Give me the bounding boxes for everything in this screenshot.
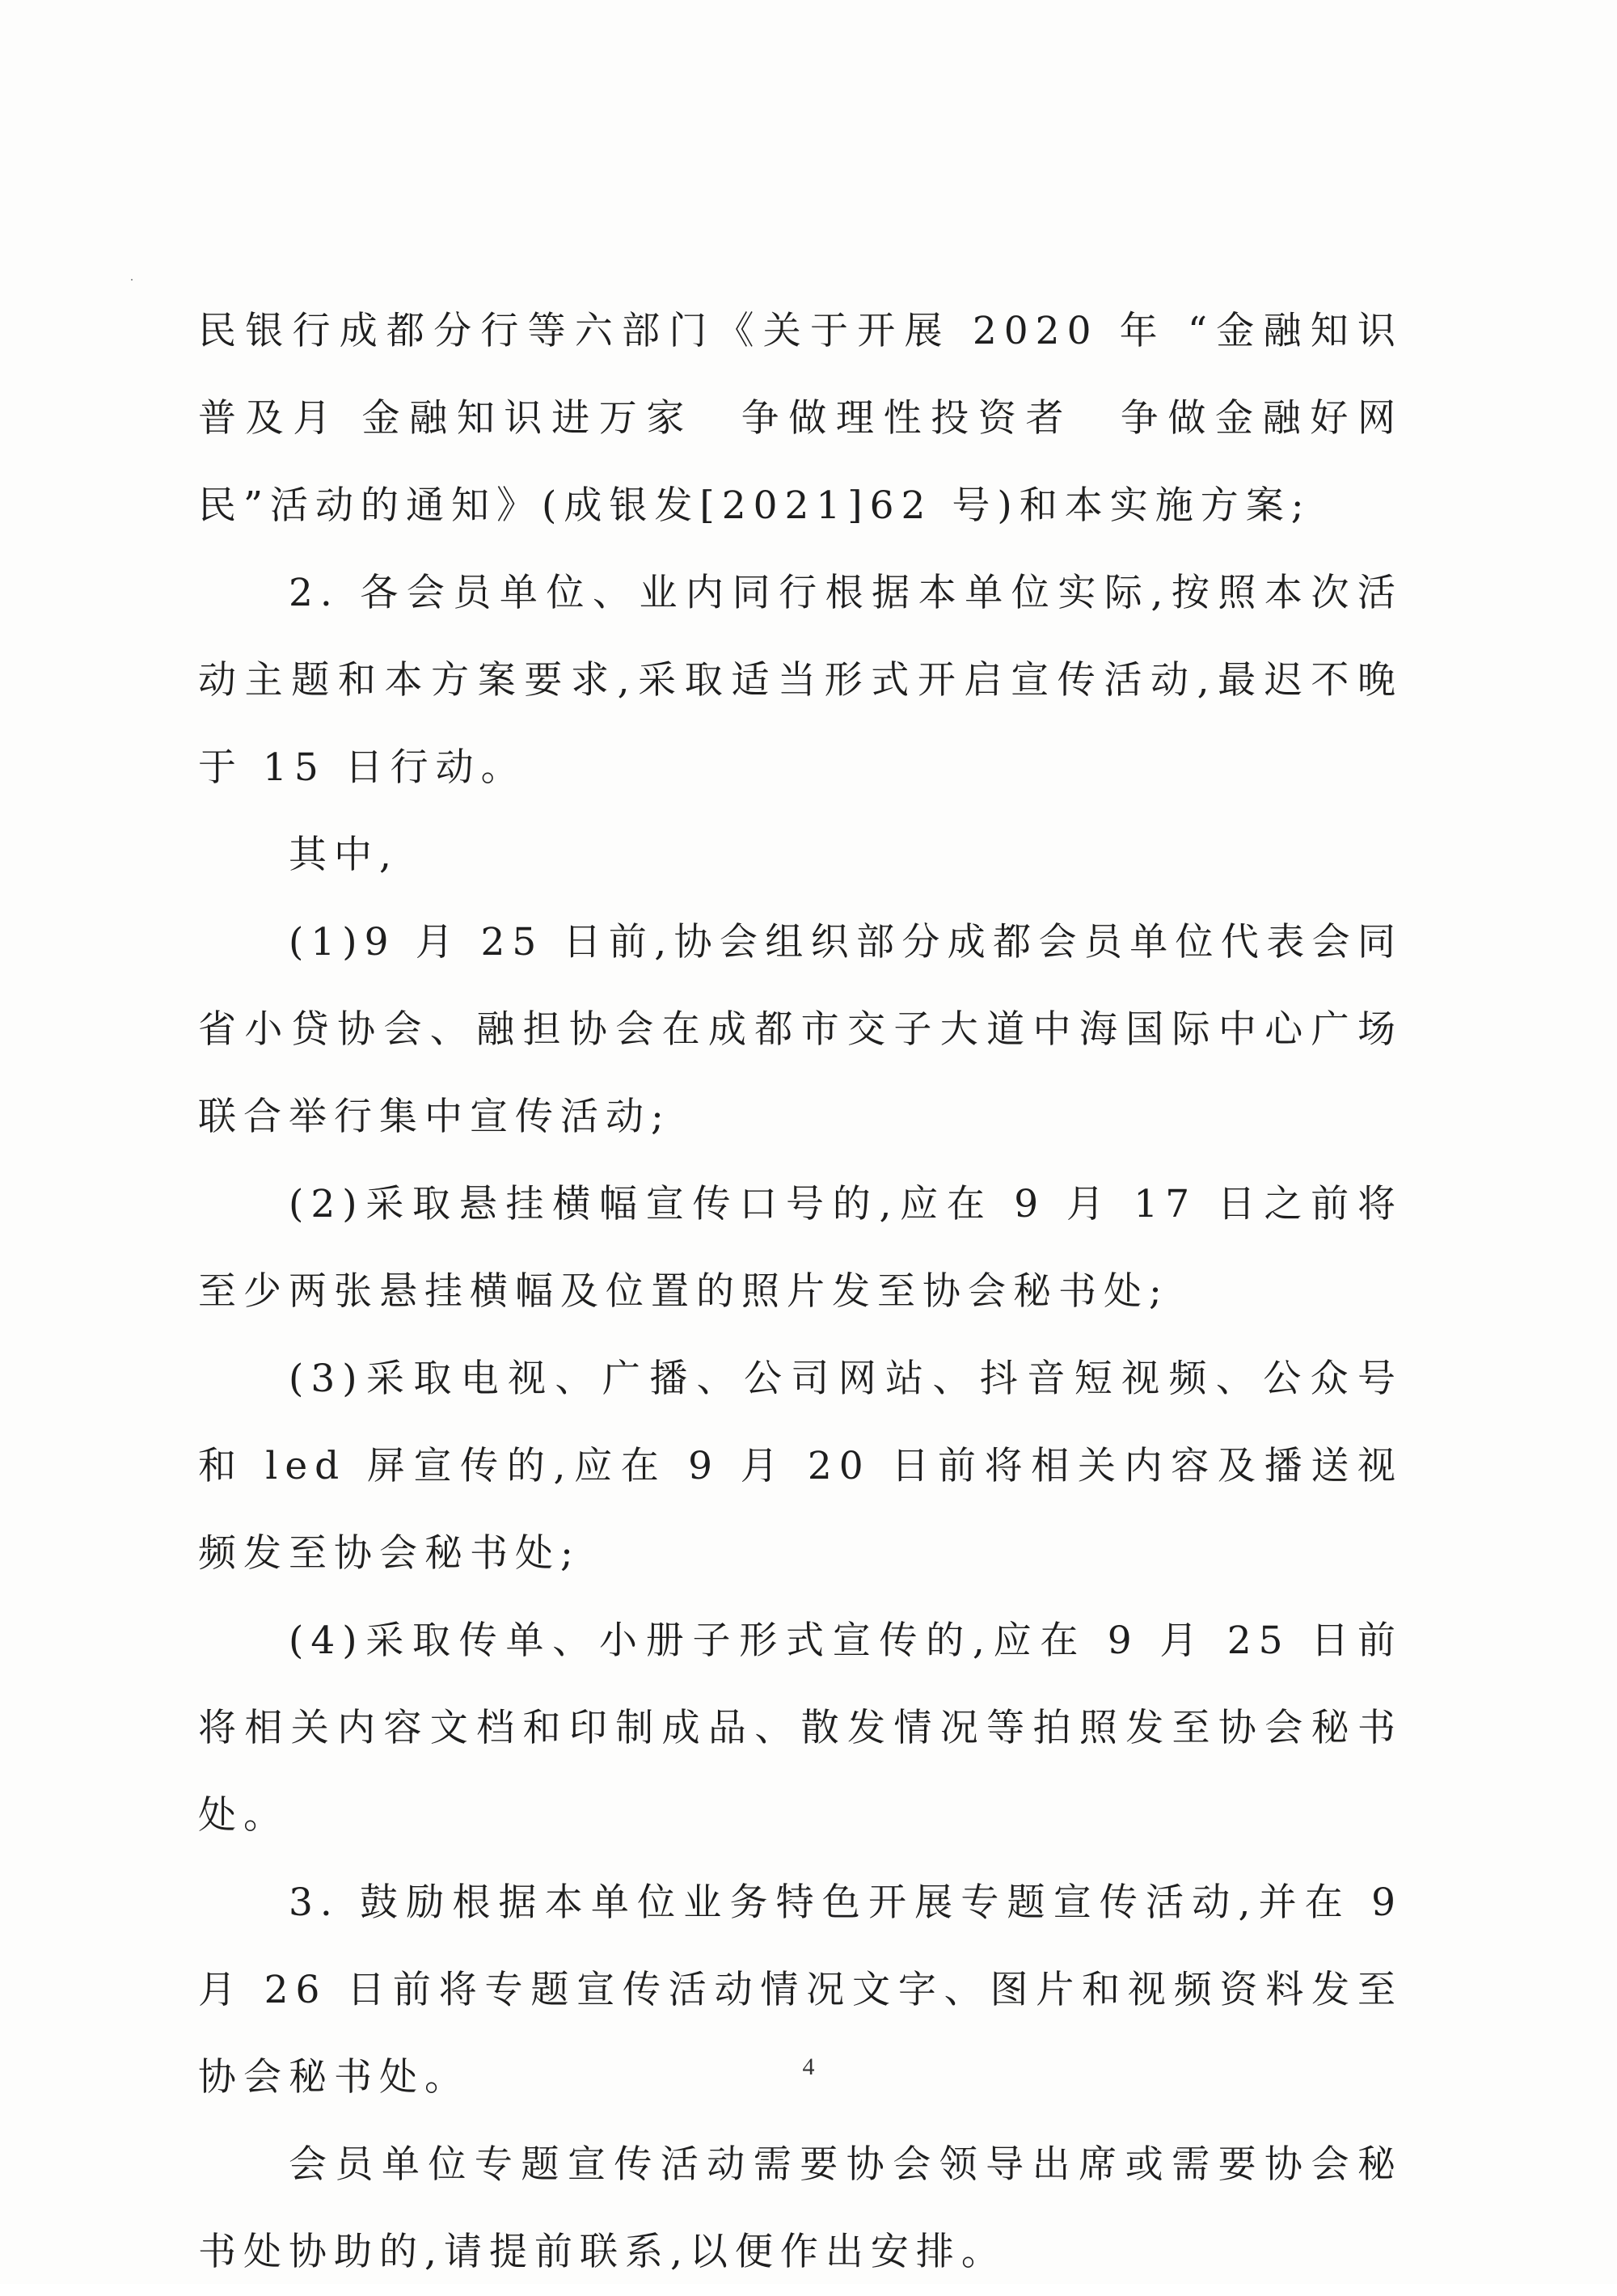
paragraph-subitem-1: (1)9 月 25 日前,协会组织部分成都会员单位代表会同省小贷协会、融担协会在成都市交子大道中海国际中心广场联合举行集中宣传活动;: [198, 920, 1403, 1139]
paragraph-item-2: 2. 各会员单位、业内同行根据本单位实际,按照本次活动主题和本方案要求,采取适当形式开启宣传活动,最迟不晚于 15 日行动。: [198, 571, 1403, 790]
paragraph-among-them: 其中,: [289, 833, 399, 877]
paragraph-subitem-3: (3)采取电视、广播、公司网站、抖音短视频、公众号和 led 屏宣传的,应在 9 月 20 日前将相关内容及播送视频发至协会秘书处;: [198, 1357, 1403, 1576]
paragraph-closing-note: 会员单位专题宣传活动需要协会领导出席或需要协会秘书处协助的,请提前联系,以便作出安排。: [198, 2142, 1403, 2274]
paragraph-item-3: 3. 鼓励根据本单位业务特色开展专题宣传活动,并在 9 月 26 日前将专题宣传活动情况文字、图片和视频资料发至协会秘书处。: [198, 1880, 1403, 2100]
paragraph-subitem-2: (2)采取悬挂横幅宣传口号的,应在 9 月 17 日之前将至少两张悬挂横幅及位置的照片发至协会秘书处;: [198, 1182, 1403, 1314]
paragraph-notice-reference: 民银行成都分行等六部门《关于开展 2020 年 “金融知识普及月 金融知识进万家 争做理性投资者 争做金融好网民”活动的通知》(成银发[2021]62 号)和本实施方案;: [198, 309, 1403, 528]
paragraph-subitem-4: (4)采取传单、小册子形式宣传的,应在 9 月 25 日前将相关内容文档和印制成品、散发情况等拍照发至协会秘书处。: [198, 1619, 1403, 1838]
scan-speck: [131, 279, 133, 281]
page-number: 4: [802, 2053, 815, 2080]
document-body: [198, 288, 1403, 2296]
